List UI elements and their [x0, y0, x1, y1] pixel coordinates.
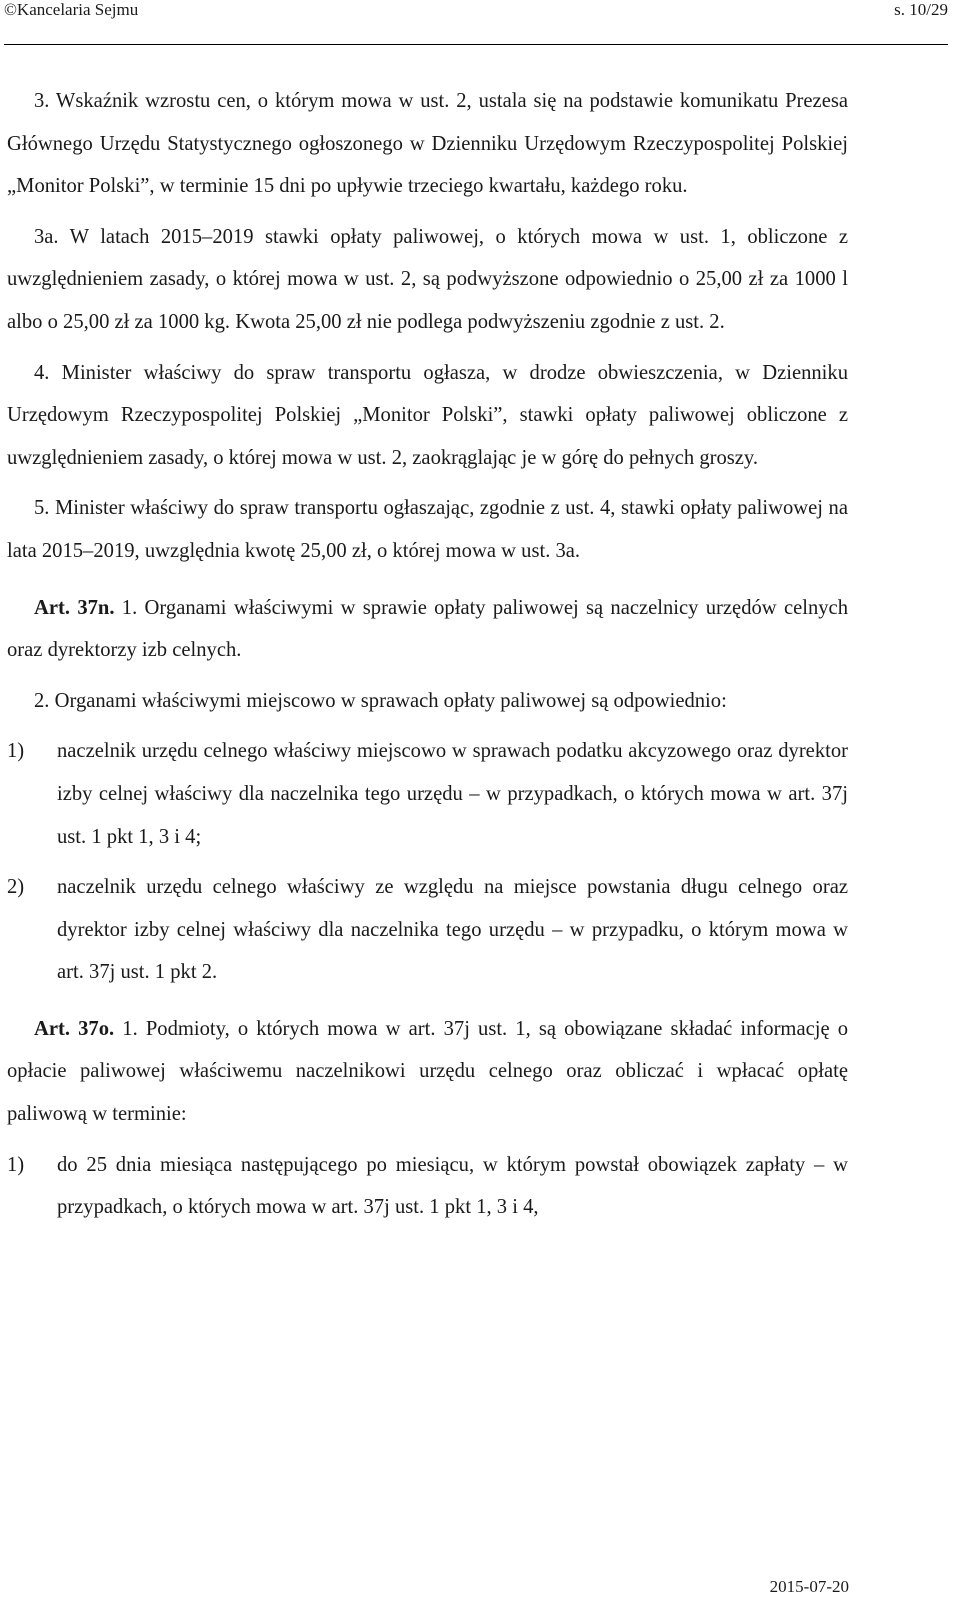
item-number: 1): [7, 1153, 25, 1176]
document-body: [7, 80, 848, 1229]
article-37n-item-2: [7, 866, 848, 994]
article-37o-para-1: 1. Podmioty, o których mowa w art. 37j ust. 1, są obowiązane składać informację o opłacie paliwowej właściwemu naczelnikowi urzędu celnego oraz obliczać i wpłacać opłatę paliwową w terminie:: [7, 1017, 848, 1126]
paragraph-3: 3. Wskaźnik wzrostu cen, o którym mowa w ust. 2, ustala się na podstawie komunikatu Prezesa Głównego Urzędu Statystycznego ogłoszonego w Dzienniku Urzędowym Rzeczypospolitej Polskiej „Monitor Polski”, w terminie 15 dni po upływie trzeciego kwartału, każdego roku.: [7, 90, 848, 198]
item-text: naczelnik urzędu celnego właściwy ze względu na miejsce powstania długu celnego oraz dyrektor izby celnej właściwy dla naczelnika tego urzędu – w przypadku, o którym mowa w art. 37j ust. 1 pkt 2.: [57, 876, 848, 984]
paragraph-5: 5. Minister właściwy do spraw transportu ogłaszając, zgodnie z ust. 4, stawki opłaty paliwowej na lata 2015–2019, uwzględnia kwotę 25,00 zł, o której mowa w ust. 3a.: [7, 497, 848, 562]
page-header: [4, 0, 948, 45]
article-37o-item-1: [7, 1144, 848, 1229]
item-number: 1): [7, 740, 25, 763]
article-37o: [7, 1008, 848, 1136]
page-number: s. 10/29: [894, 0, 948, 19]
article-37n-item-1: [7, 730, 848, 858]
paragraph-3a: 3a. W latach 2015–2019 stawki opłaty paliwowej, o których mowa w ust. 1, obliczone z uwzględnieniem zasady, o której mowa w ust. 2, są podwyższone odpowiednio o 25,00 zł za 1000 l albo o 25,00 zł za 1000 kg. Kwota 25,00 zł nie podlega podwyższeniu zgodnie z ust. 2.: [7, 225, 848, 333]
article-37n-para-1: 1. Organami właściwymi w sprawie opłaty paliwowej są naczelnicy urzędów celnych oraz dyrektorzy izb celnych.: [7, 596, 848, 662]
item-text: do 25 dnia miesiąca następującego po miesiącu, w którym powstał obowiązek zapłaty – w przypadkach, o których mowa w art. 37j ust. 1 pkt 1, 3 i 4,: [57, 1153, 848, 1219]
copyright-label: ©Kancelaria Sejmu: [4, 0, 139, 19]
item-text: naczelnik urzędu celnego właściwy miejscowo w sprawach podatku akcyzowego oraz dyrektor izby celnej właściwy dla naczelnika tego urzędu – w przypadkach, o których mowa w art. 37j ust. 1 pkt 1, 3 i 4;: [57, 740, 848, 848]
article-37n-label: Art. 37n.: [34, 596, 115, 619]
article-37n: [7, 587, 848, 672]
article-37o-label: Art. 37o.: [34, 1017, 115, 1040]
article-37n-para-2: 2. Organami właściwymi miejscowo w sprawach opłaty paliwowej są odpowiednio:: [34, 689, 727, 712]
item-number: 2): [7, 876, 25, 899]
paragraph-4: 4. Minister właściwy do spraw transportu ogłasza, w drodze obwieszczenia, w Dzienniku Urzędowym Rzeczypospolitej Polskiej „Monitor Polski”, stawki opłaty paliwowej obliczone z uwzględnieniem zasady, o której mowa w ust. 2, zaokrąglając je w górę do pełnych groszy.: [7, 361, 848, 469]
footer-date: 2015-07-20: [769, 1577, 849, 1596]
